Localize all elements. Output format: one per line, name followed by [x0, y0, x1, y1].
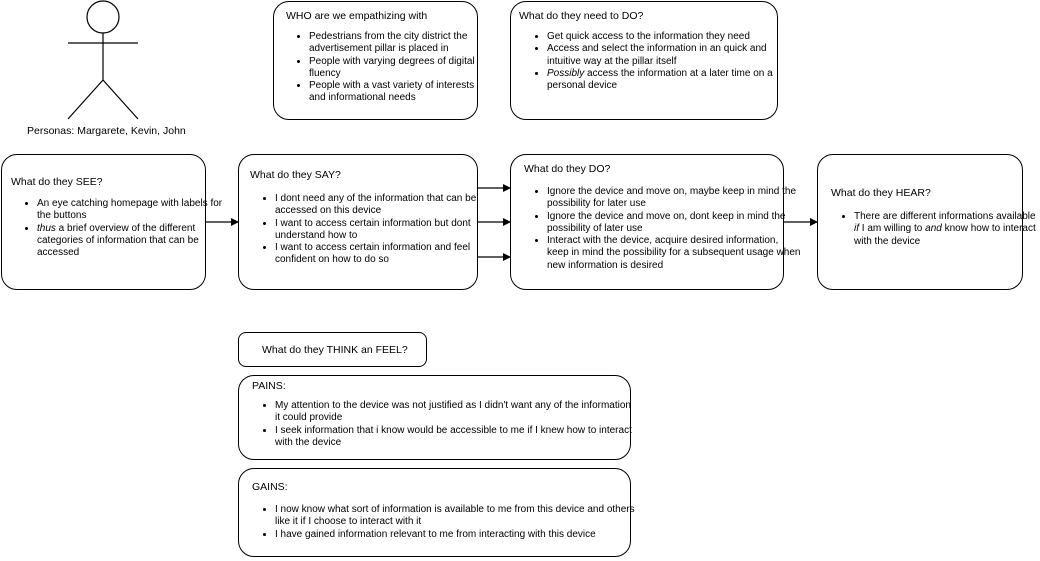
list-item — [37, 223, 223, 260]
list-item: • I want to access certain information but dont understand how to — [275, 218, 493, 243]
see-title: What do they SEE? — [11, 176, 103, 188]
who-list — [291, 31, 492, 105]
who-title: WHO are we empathizing with — [286, 10, 428, 22]
list-item — [854, 211, 1040, 248]
list-item: • Ignore the device and move on, maybe keep in mind the possibility for later use — [547, 186, 801, 211]
need-to-do-box — [510, 1, 778, 120]
say-box — [238, 154, 478, 290]
who-box — [273, 1, 478, 120]
list-item: • People with a vast variety of interests and informational needs — [309, 80, 492, 105]
gains-title: GAINS: — [252, 481, 288, 493]
see-box — [1, 154, 223, 290]
emphasis-text: thus — [37, 222, 56, 234]
do-box — [510, 154, 801, 290]
list-item: • I have gained information relevant to me from interacting with this device — [275, 529, 635, 541]
hear-box — [817, 154, 1036, 290]
emphasis-text: if — [854, 223, 859, 235]
list-item: • Pedestrians from the city district the advertisement pillar is placed in — [309, 31, 492, 56]
list-item: • My attention to the device was not justified as I didn't want any of the information it could provide — [275, 400, 635, 425]
say-title: What do they SAY? — [250, 169, 341, 181]
say-list — [257, 193, 493, 267]
persona-figure-icon — [68, 1, 138, 119]
need-to-do-title: What do they need to DO? — [519, 10, 644, 22]
do-title: What do they DO? — [524, 163, 611, 175]
hear-text-2: I am willing to — [859, 223, 926, 235]
list-item: • I now know what sort of information is available to me from this device and others like it if I choose to interact with it — [275, 504, 635, 529]
pains-box — [238, 375, 631, 460]
list-item-rest: access the information at a later time on a personal device — [547, 67, 773, 92]
pains-list — [257, 400, 635, 449]
list-item-rest: a brief overview of the different categories of information that can be accessed — [37, 222, 199, 259]
list-item: • I seek information that i know would be accessible to me if I knew how to interact with the device — [275, 425, 635, 450]
see-list — [19, 198, 223, 259]
do-list — [529, 186, 801, 272]
list-item: • Ignore the device and move on, dont keep in mind the possibility of later use — [547, 211, 801, 236]
list-item: • An eye catching homepage with labels for the buttons — [37, 198, 223, 223]
hear-text-3: know how to interact with the device — [854, 223, 1036, 247]
list-item: • Get quick access to the information they need — [547, 31, 782, 43]
hear-title: What do they HEAR? — [831, 187, 931, 199]
think-feel-box — [238, 332, 427, 367]
list-item: • I dont need any of the information that can be accessed on this device — [275, 193, 493, 218]
hear-list — [836, 211, 1040, 248]
list-item: • I want to access certain information and feel confident on how to do so — [275, 242, 493, 267]
hear-text-1: There are different informations available — [854, 211, 1036, 222]
list-item — [547, 68, 782, 93]
list-item: • Interact with the device, acquire desired information, keep in mind the possibility for a subsequent usage when new information is desired — [547, 235, 801, 272]
emphasis-text: and — [925, 223, 942, 235]
list-item: • People with varying degrees of digital fluency — [309, 56, 492, 81]
think-feel-title: What do they THINK an FEEL? — [262, 344, 408, 356]
need-to-do-list — [529, 31, 782, 92]
gains-list — [257, 504, 635, 541]
gains-box — [238, 468, 635, 557]
list-item: • Access and select the information in an quick and intuitive way at the pillar itself — [547, 43, 782, 68]
pains-title: PAINS: — [252, 380, 286, 392]
persona-label: Personas: Margarete, Kevin, John — [27, 125, 186, 137]
emphasis-text: Possibly — [547, 67, 585, 79]
